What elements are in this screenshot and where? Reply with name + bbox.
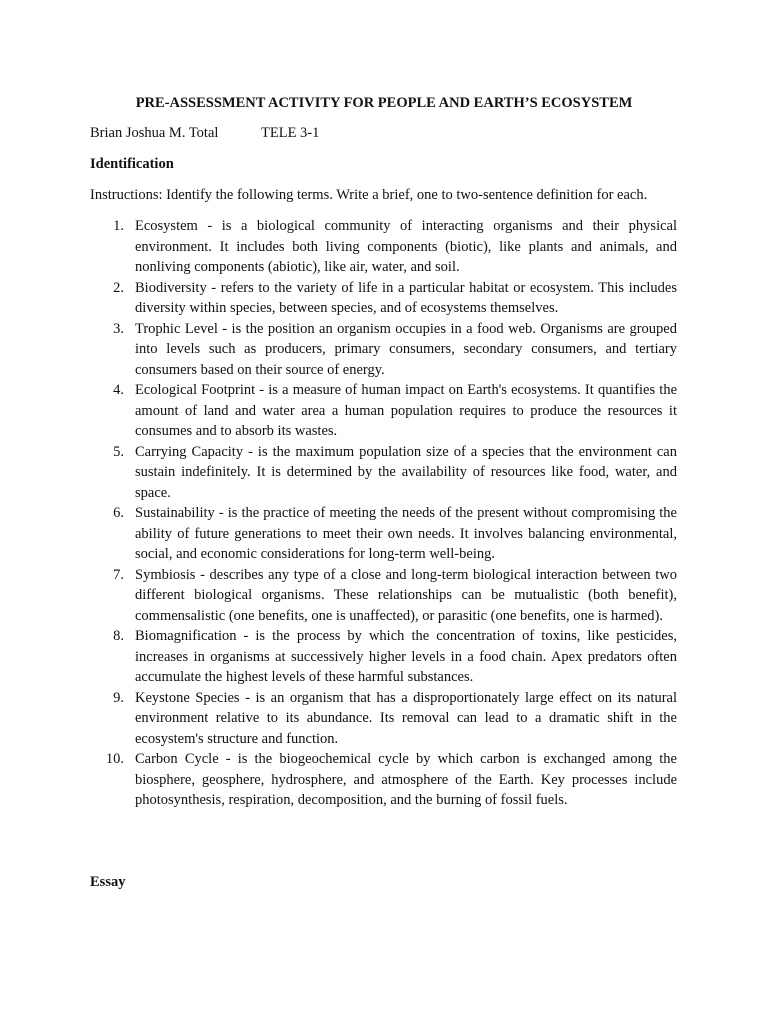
list-item-number: 5. — [113, 443, 124, 460]
list-item-number: 2. — [113, 279, 124, 296]
list-item-text: Ecological Footprint - is a measure of human impact on Earth's ecosystems. It quantifies the amount of land and water area a human population requires to produce the resources it consumes and to absorb its wastes. — [135, 382, 677, 439]
instructions-text: Instructions: Identify the following terms. Write a brief, one to two-sentence definition for each. — [90, 187, 648, 203]
page-title: PRE-ASSESSMENT ACTIVITY FOR PEOPLE AND EARTH’S ECOSYSTEM — [135, 95, 633, 111]
list-item-text: Symbiosis - describes any type of a close and long-term biological interaction between two different biological organisms. These relationships can be mutualistic (both benefit), commensalistic (one benefits, one is unaffected), or parasitic (one benefits, one is harmed). — [135, 566, 677, 624]
list-item-text: Carrying Capacity - is the maximum population size of a species that the environment can sustain indefinitely. It is determined by the availability of resources like food, water, and space. — [135, 443, 677, 501]
list-item-text: Ecosystem - is a biological community of interacting organisms and their physical environment. It includes both living components (biotic), like plants and animals, and nonliving components (abiotic), like air, water, and soil. — [135, 218, 677, 275]
list-item-number: 10. — [105, 751, 124, 767]
list-item-number: 4. — [113, 382, 124, 398]
list-item-text: Sustainability - is the practice of meeting the needs of the present without compromising the ability of future generations to meet their own needs. It involves balancing environmental, social, and economic considerations for long-term well-being. — [135, 505, 677, 562]
list-item-number: 8. — [113, 628, 124, 644]
list-item — [0, 319, 677, 381]
list-item — [0, 688, 677, 750]
list-item-text: Biomagnification - is the process by which the concentration of toxins, like pesticides, increases in organisms at successively higher levels in a food chain. Apex predators often accumulate the highest levels of these harmful substances. — [135, 628, 677, 685]
list-item-number: 3. — [113, 320, 124, 337]
list-item — [0, 442, 677, 504]
list-item-number: 6. — [113, 505, 124, 521]
list-item — [0, 565, 677, 627]
identification-heading: Identification — [90, 156, 174, 172]
terms-list — [0, 216, 768, 811]
author-line — [90, 124, 320, 142]
list-item-text: Keystone Species - is an organism that has a disproportionately large effect on its natural environment relative to its abundance. Its removal can lead to a dramatic shift in the ecosystem's structure and function. — [135, 689, 677, 747]
list-item-number: 9. — [113, 689, 124, 706]
section-code: TELE 3-1 — [261, 125, 320, 141]
list-item-text: Carbon Cycle - is the biogeochemical cycle by which carbon is exchanged among the biosphere, geosphere, hydrosphere, and atmosphere of the Earth. Key processes include photosynthesis, respiration, decomposition, and the burning of fossil fuels. — [135, 751, 677, 808]
list-item-text: Trophic Level - is the position an organism occupies in a food web. Organisms are grouped into levels such as producers, primary consumers, secondary consumers, and tertiary consumers based on their source of energy. — [135, 320, 677, 378]
list-item-text: Biodiversity - refers to the variety of life in a particular habitat or ecosystem. This includes diversity within species, between species, and of ecosystems themselves. — [135, 279, 677, 316]
list-item — [0, 216, 677, 278]
essay-heading: Essay — [90, 874, 126, 890]
list-item — [0, 278, 677, 319]
list-item — [0, 380, 677, 442]
author-name: Brian Joshua M. Total — [90, 125, 219, 141]
list-item-number: 1. — [113, 218, 124, 234]
list-item — [0, 749, 677, 811]
list-item — [0, 626, 677, 688]
list-item-number: 7. — [113, 566, 124, 583]
list-item — [0, 503, 677, 565]
